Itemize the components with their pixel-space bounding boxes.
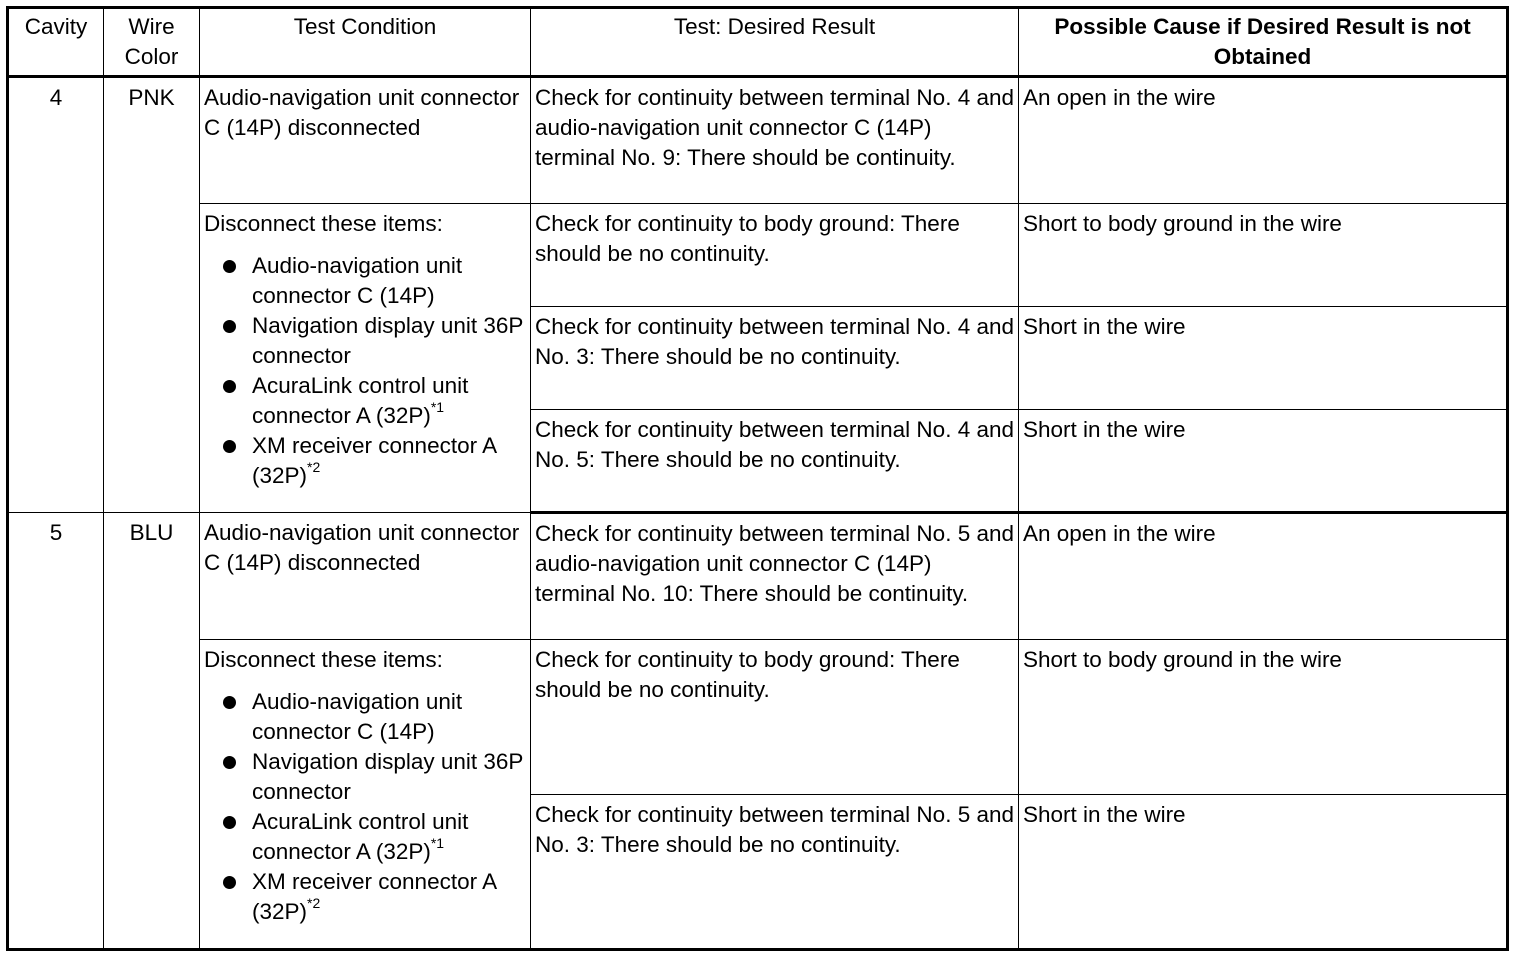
- list-item: [204, 251, 526, 311]
- header-cavity: Cavity: [8, 8, 104, 77]
- list-item: [204, 747, 526, 807]
- list-item: [204, 807, 526, 867]
- page: [6, 6, 1509, 951]
- cause-cell: Short in the wire: [1019, 795, 1508, 950]
- bullet-icon: [223, 440, 236, 453]
- condition-title: Disconnect these items:: [204, 211, 443, 236]
- cause-cell: Short to body ground in the wire: [1019, 204, 1508, 307]
- condition-title: Disconnect these items:: [204, 647, 443, 672]
- condition-cell: [200, 204, 531, 513]
- list-item: [204, 687, 526, 747]
- condition-cell: [200, 640, 531, 950]
- wire-color-cell: BLU: [104, 513, 200, 950]
- footnote-mark: *2: [307, 895, 321, 911]
- result-cell: Check for continuity to body ground: There should be no continuity.: [531, 640, 1019, 795]
- list-item: [204, 431, 526, 491]
- bullet-icon: [223, 380, 236, 393]
- disconnect-list: [204, 251, 526, 491]
- footnote-mark: *1: [430, 399, 445, 415]
- bullet-icon: [223, 816, 236, 829]
- header-wire-color: [104, 8, 200, 77]
- list-item-text: Audio-navigation unit connector C (14P): [252, 689, 463, 744]
- header-desired-result: Test: Desired Result: [531, 8, 1019, 77]
- table-row: [8, 513, 1508, 640]
- result-cell: Check for continuity between terminal No. 4 and No. 3: There should be no continuity.: [531, 307, 1019, 410]
- list-item-text: Audio-navigation unit connector C (14P): [252, 253, 463, 308]
- footnote-mark: *1: [430, 835, 445, 851]
- wire-test-table: [6, 6, 1509, 951]
- header-possible-cause: Possible Cause if Desired Result is not Obtained: [1019, 8, 1508, 77]
- cause-cell: Short to body ground in the wire: [1019, 640, 1508, 795]
- bullet-icon: [223, 876, 236, 889]
- disconnect-list: [204, 687, 526, 927]
- table-row: [8, 204, 1508, 307]
- bullet-icon: [223, 260, 236, 273]
- bullet-icon: [223, 696, 236, 709]
- footnote-mark: *2: [307, 459, 321, 475]
- cavity-cell: 5: [8, 513, 104, 950]
- list-item-text: AcuraLink control unit connector A (32P): [252, 809, 469, 864]
- table-row: [8, 640, 1508, 795]
- result-cell: Check for continuity between terminal No. 4 and audio-navigation unit connector C (14P) terminal No. 9: There should be continuity.: [531, 77, 1019, 204]
- header-test-condition: Test Condition: [200, 8, 531, 77]
- header-wire-color-line2: Color: [124, 44, 179, 69]
- result-cell: Check for continuity between terminal No. 5 and audio-navigation unit connector C (14P) terminal No. 10: There should be continuity.: [531, 513, 1019, 640]
- list-item-text: Navigation display unit 36P connector: [252, 749, 524, 804]
- cause-cell: Short in the wire: [1019, 307, 1508, 410]
- bullet-icon: [223, 756, 236, 769]
- wire-color-cell: PNK: [104, 77, 200, 513]
- header-wire-color-line1: Wire: [128, 14, 175, 39]
- bullet-icon: [223, 320, 236, 333]
- cavity-cell: 4: [8, 77, 104, 513]
- cause-cell: An open in the wire: [1019, 513, 1508, 640]
- result-cell: Check for continuity between terminal No. 5 and No. 3: There should be no continuity.: [531, 795, 1019, 950]
- list-item: [204, 867, 526, 927]
- table-row: [8, 77, 1508, 204]
- list-item-text: AcuraLink control unit connector A (32P): [252, 373, 469, 428]
- condition-cell: Audio-navigation unit connector C (14P) disconnected: [200, 513, 531, 640]
- header-row: [8, 8, 1508, 77]
- list-item-text: XM receiver connector A (32P): [252, 869, 496, 924]
- list-item: [204, 371, 526, 431]
- list-item: [204, 311, 526, 371]
- cause-cell: Short in the wire: [1019, 410, 1508, 513]
- cause-cell: An open in the wire: [1019, 77, 1508, 204]
- result-cell: Check for continuity to body ground: There should be no continuity.: [531, 204, 1019, 307]
- list-item-text: Navigation display unit 36P connector: [252, 313, 524, 368]
- condition-cell: Audio-navigation unit connector C (14P) disconnected: [200, 77, 531, 204]
- result-cell: Check for continuity between terminal No. 4 and No. 5: There should be no continuity.: [531, 410, 1019, 513]
- list-item-text: XM receiver connector A (32P): [252, 433, 496, 488]
